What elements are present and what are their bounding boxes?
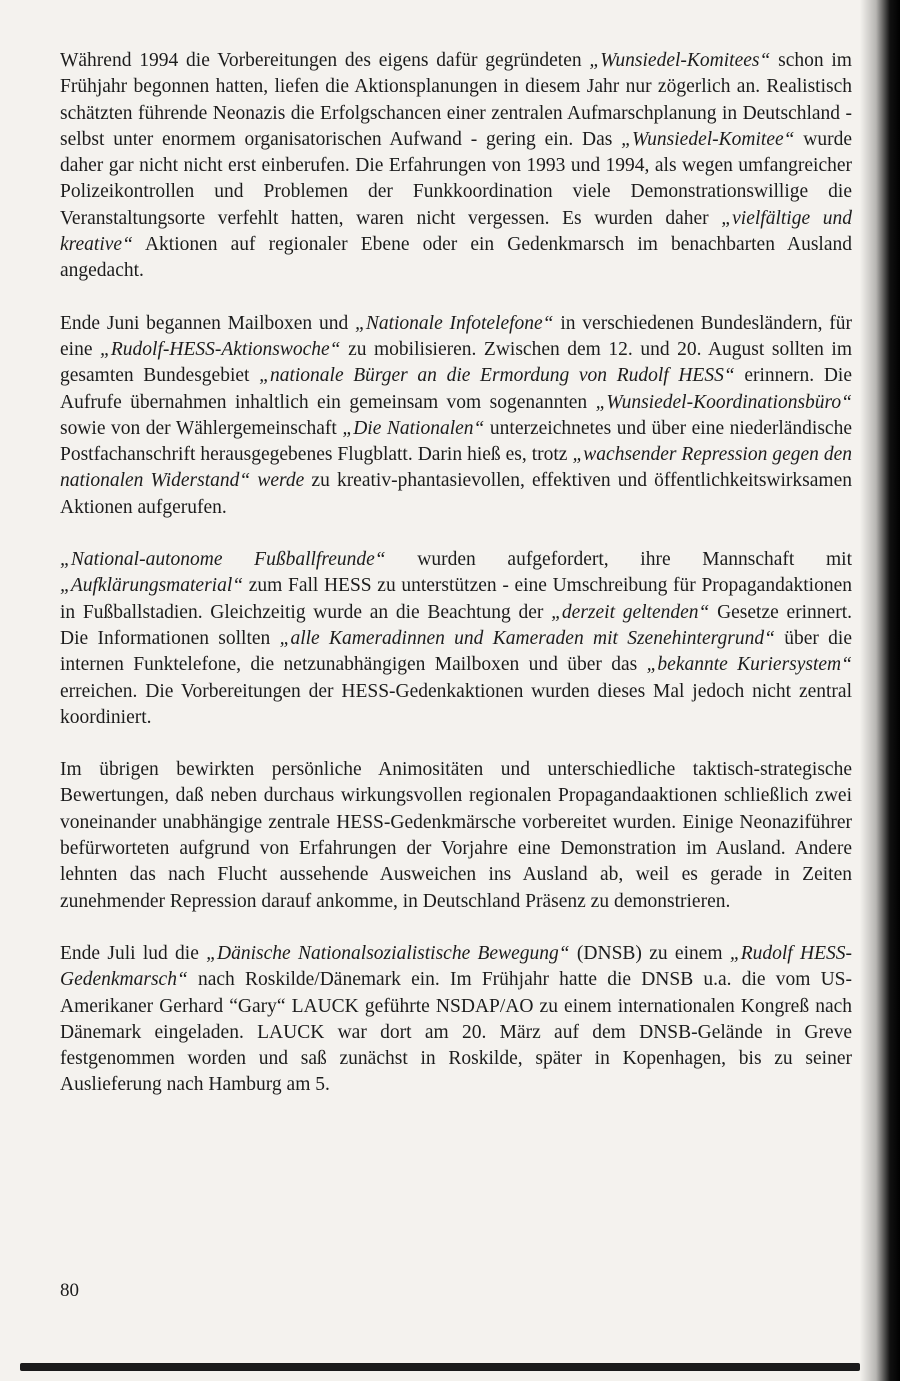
binding-shadow: [860, 0, 900, 1381]
text-run: in verschiedenen Bundesländern, für eine: [60, 312, 852, 360]
text-run: Während 1994 die Vorbereitungen des eigens dafür gegründeten: [60, 50, 590, 71]
italic-text-run: „Die Nationalen“: [342, 417, 485, 439]
italic-text-run: „Nationale Infotelefone“: [355, 312, 554, 334]
italic-text-run: „Wunsiedel-Komitees“: [589, 50, 771, 71]
text-run: sowie von der Wählergemeinschaft: [60, 417, 343, 439]
text-run: zu kreativ-phantasievollen, effektiven und öffentlichkeitswirksamen Aktionen aufgerufen.: [60, 470, 852, 518]
text-run: Im übrigen bewirkten persönliche Animositäten und unterschiedliche taktisch-strategische Bewertungen, daß neben durchaus wirkungsvollen regionalen Propagandaaktionen schließlich zwei voneinander unabhängige zentrale HESS-Gedenkmärsche vorbereitet wurden. Einige Neonaziführer befürworteten aufgrund von Erfahrungen der Vorjahre eine Demonstration im Ausland. Andere lehnten das nach Flucht aussehende Ausweichen ins Ausland ab, weil es gerade in Zeiten zunehmender Repression darauf ankomme, in Deutschland Präsenz zu demonstrieren.: [60, 759, 852, 912]
text-run: wurde daher gar nicht nicht erst einberufen. Die Erfahrungen von 1993 und 1994, als wegen umfangreicher Polizeikontrollen und Problemen der Funkkoordination viele Demonstrationswillige die Veranstaltungsorte verfehlt hatten, waren nicht vergessen. Es wurden daher: [60, 128, 852, 229]
paragraph: [60, 48, 852, 285]
paragraph: [60, 757, 852, 915]
italic-text-run: „Rudolf HESS-Gedenkmarsch“: [60, 942, 852, 991]
paragraph: [60, 311, 852, 521]
italic-text-run: „vielfältige und kreative“: [60, 207, 852, 256]
text-run: zum Fall HESS zu unterstützen - eine Umschreibung für Propagandaktionen in Fußballstadien. Gleichzeitig wurde an die Beachtung der: [60, 575, 852, 623]
text-run: unterzeichnetes und über eine niederländische Postfachanschrift herausgegebenes Flugblatt. Darin hieß es, trotz: [60, 417, 852, 466]
text-run: zu mobilisieren. Zwischen dem 12. und 20. August sollten im gesamten Bundesgebiet: [60, 338, 852, 387]
italic-text-run: „Wunsiedel-Koordinationsbüro“: [595, 391, 852, 413]
italic-text-run: „National-autonome Fußballfreunde“: [60, 549, 386, 571]
text-run: (DNSB) zu einem: [569, 942, 730, 964]
italic-text-run: „Dänische Nationalsozialistische Bewegung“: [206, 942, 570, 964]
page-bottom-edge: [20, 1363, 860, 1371]
text-run: erinnern. Die Aufrufe übernahmen inhaltlich ein gemeinsam vom sogenannten: [60, 365, 852, 413]
text-run: erreichen. Die Vorbereitungen der HESS-Gedenkaktionen wurden dieses Mal jedoch nicht zentral koordiniert.: [60, 680, 852, 728]
paragraph: [60, 941, 852, 1099]
italic-text-run: „bekannte Kuriersystem“: [646, 654, 852, 676]
text-run: Aktionen auf regionaler Ebene oder ein Gedenkmarsch im benachbarten Ausland angedacht.: [60, 234, 852, 282]
text-run: schon im Frühjahr begonnen hatten, liefen die Aktionsplanungen in diesem Jahr nur zögerlich an. Realistisch schätzten führende Neonazis die Erfolgschancen einer zentralen Aufmarschplanung in Deutschland - selbst unter enormem organisatorischen Aufwand - gering ein. Das: [60, 50, 852, 150]
italic-text-run: „alle Kameradinnen und Kameraden mit Szenehintergrund“: [279, 627, 775, 649]
body-text: [60, 48, 852, 1125]
text-run: Gesetze erinnert. Die Informationen sollten: [60, 601, 852, 649]
text-run: nach Roskilde/Dänemark ein. Im Frühjahr hatte die DNSB u.a. die vom US-Amerikaner Gerhard “Gary“ LAUCK geführte NSDAP/AO zu einem internationalen Kongreß nach Dänemark eingeladen. LAUCK war dort am 20. März auf dem DNSB-Gelände in Greve festgenommen worden und saß zunächst in Roskilde, später in Kopenhagen, bis zu seiner Auslieferung nach Hamburg am 5.: [60, 969, 852, 1096]
italic-text-run: „wachsender Repression gegen den nationalen Widerstand“ werde: [60, 444, 853, 492]
italic-text-run: „Aufklärungsmaterial“: [60, 575, 244, 597]
italic-text-run: „nationale Bürger an die Ermordung von Rudolf HESS“: [259, 365, 735, 387]
text-run: über die internen Funktelefone, die netzunabhängigen Mailboxen und über das: [60, 627, 852, 676]
paragraph: [60, 547, 852, 731]
italic-text-run: „Wunsiedel-Komitee“: [621, 128, 795, 150]
text-run: Ende Juni begannen Mailboxen und: [60, 312, 355, 334]
italic-text-run: „Rudolf-HESS-Aktionswoche“: [100, 338, 341, 360]
text-run: Ende Juli lud die: [60, 942, 207, 964]
text-run: wurden aufgefordert, ihre Mannschaft mit: [385, 549, 852, 571]
page-number: 80: [60, 1280, 79, 1301]
italic-text-run: „derzeit geltenden“: [551, 601, 710, 623]
